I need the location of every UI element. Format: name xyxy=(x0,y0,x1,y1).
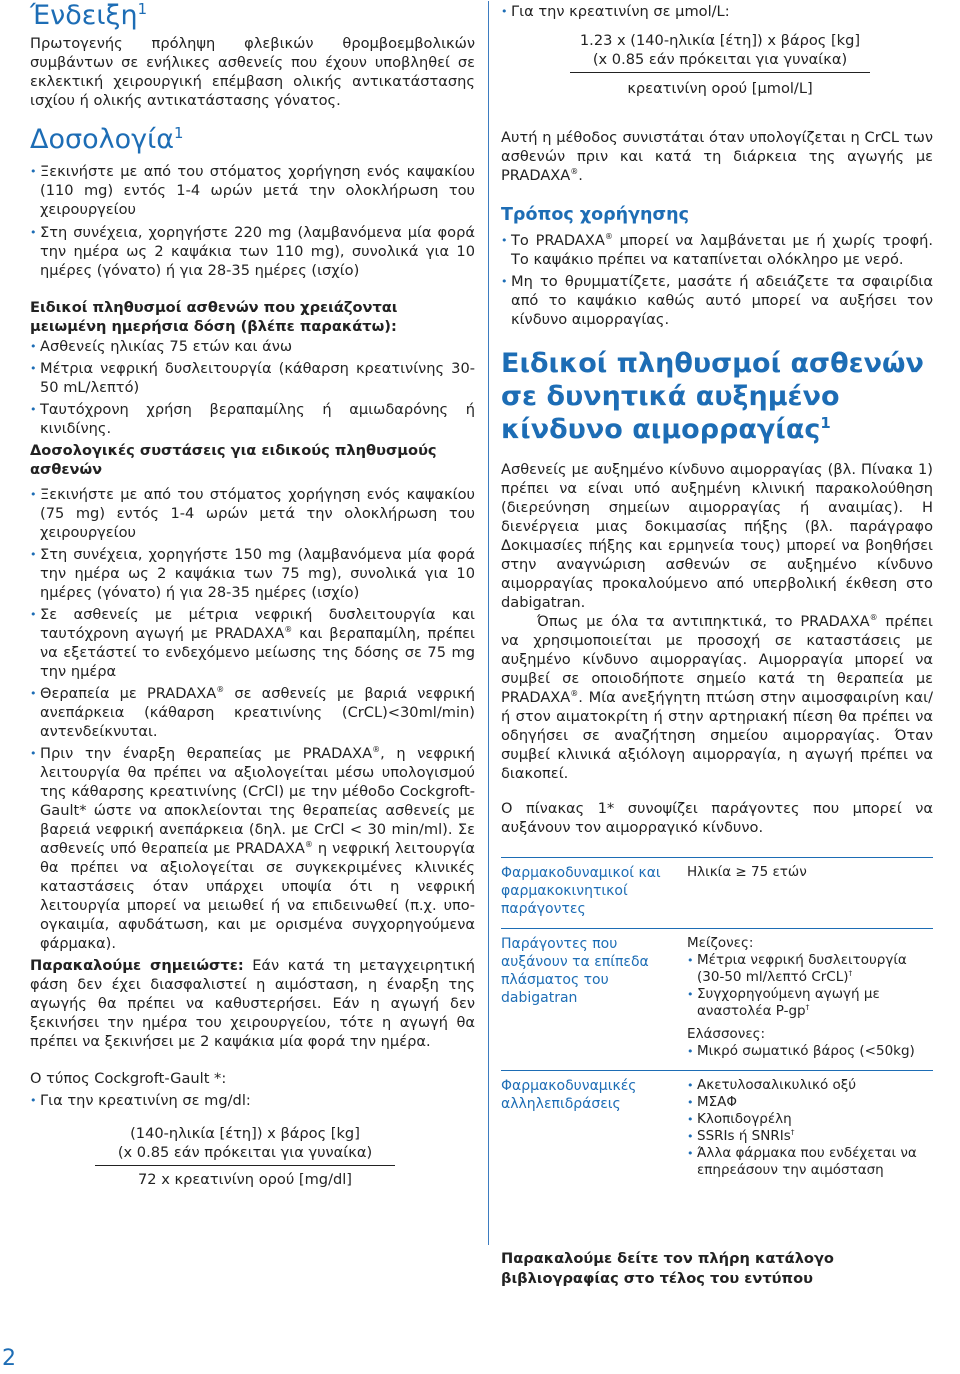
major-list xyxy=(687,952,933,1020)
formula-fraction-line xyxy=(95,1165,395,1166)
major-item: • Μέτρια νεφρική δυσλειτουργία (30-50 ml/λεπτό CrCL)† xyxy=(687,952,933,986)
formula-numerator-note: (x 0.85 εάν πρόκειται για γυναίκα) xyxy=(592,51,848,68)
bibliography-note: Παρακαλούμε δείτε τον πλήρη κατάλογο βιβλιογραφίας στο τέλος του εντύπου xyxy=(501,1250,834,1287)
minor-list xyxy=(687,1043,933,1060)
dosage-title: Δοσολογία$^1$ xyxy=(30,124,184,155)
cg-umol-list xyxy=(501,2,933,21)
formula-numerator: (140-ηλικία [έτη]) x βάρος [kg] xyxy=(130,1125,360,1142)
formula-denominator: 72 x κρεατινίνη ορού [mg/dl] xyxy=(137,1171,353,1188)
dosage-list xyxy=(30,162,475,280)
risk-paragraph-2: Όπως με όλα τα αντιπηκτικά, το PRADAXA® πρέπει να χρησιμοποιείται με προσοχή σε καταστάσεις με αυξημένο κίνδυνο αιμορραγίας. Αιμορραγία μπορεί να συμβεί σε οποιοδήποτε σημείο κατά τη θεραπεία με PRADAXA®. Μία ανεξήγητη πτώση στην αιμοσφαιρίνη και/ή στον αιματοκρίτη ή στην αρτηριακή πίεση θα πρέπει να οδηγήσει σε αναζήτηση σημείου αιμορραγίας. Όταν συμβεί κλινικά αξιόλογη αιμορραγία, η αγωγή πρέπει να διακοπεί. xyxy=(501,613,933,782)
table-row-label: Παράγοντες που αυξάνουν τα επίπεδα πλάσματος του dabigatran xyxy=(501,936,649,1006)
recommendations-list xyxy=(30,485,475,953)
interaction-list xyxy=(687,1077,933,1179)
interaction-item: • SSRIs ή SNRIs† xyxy=(687,1128,933,1145)
major-item: • Συγχορηγούμενη αγωγή με αναστολέα P-gp† xyxy=(687,986,933,1020)
formula-numerator-note: (x 0.85 εάν πρόκειται για γυναίκα) xyxy=(117,1144,373,1161)
admin-item: • Μη το θρυμματίζετε, μασάτε ή αδειάζετε τα σφαιρίδια από το καψάκιο καθώς αυτό μπορεί να αυξήσει τον κίνδυνο αιμορραγίας. xyxy=(501,272,933,329)
special-populations-title: Ειδικοί πληθυσμοί ασθενών που χρειάζονται μειωμένη ημερήσια δόση (βλέπε παρακάτω): xyxy=(30,299,398,335)
major-label: Μείζονες: xyxy=(687,935,754,951)
note-paragraph: Παρακαλούμε σημειώστε: Εάν κατά τη μεταγχειρητική φάση δεν έχει διασφαλιστεί η αιμόσταση, η έναρξη της αγωγής θα πρέπει να καθυστερήσει. Εάν η αγωγή δεν ξεκινήσει την ημέρα του χειρουργείου, τότε η αγωγή θα πρέπει να ξεκινήσει με 2 καψάκια μία φορά την ημέρα. xyxy=(30,957,475,1050)
table-row-label: Φαρμακοδυναμικοί και φαρμακοκινητικοί παράγοντες xyxy=(501,865,661,917)
interaction-item: • Ακετυλοσαλικυλικό οξύ xyxy=(687,1077,933,1094)
rec-item: • Ξεκινήστε με από του στόματος χορήγηση ενός καψακίου (75 mg) εντός 1-4 ωρών μετά την ολοκλήρωση του χειρουργείου xyxy=(30,485,475,542)
right-column xyxy=(501,0,933,1289)
table-row-value xyxy=(681,1071,933,1189)
method-text: Αυτή η μέθοδος συνιστάται όταν υπολογίζεται η CrCL των ασθενών πριν και κατά τη διάρκεια της αγωγής με PRADAXA®. xyxy=(501,129,933,184)
minor-label: Ελάσσονες: xyxy=(687,1026,766,1042)
rec-item: • Θεραπεία με PRADAXA® σε ασθενείς με βαριά νεφρική ανεπάρκεια (κάθαρση κρεατινίνης (CrCL)<30ml/min) αντενδείκνυται. xyxy=(30,684,475,741)
rec-item: • Στη συνέχεια, χορηγήστε 150 mg (λαμβανόμενα μία φορά την ημέρα ως 2 καψάκια των 75 mg), συνολικά για 10 ημέρες (γόνατο) ή για 28-35 ημέρες (ισχίο) xyxy=(30,545,475,602)
formula-numerator: 1.23 x (140-ηλικία [έτη]) x βάρος [kg] xyxy=(579,32,861,49)
special-item: • Μέτρια νεφρική δυσλειτουργία (κάθαρση κρεατινίνης 30-50 mL/λεπτό) xyxy=(30,359,475,397)
indication-title: Ένδειξη$^1$ xyxy=(30,0,148,31)
table-row-label: Φαρμακοδυναμικές αλληλεπιδράσεις xyxy=(501,1078,637,1112)
administration-list xyxy=(501,231,933,329)
dosage-item: • Ξεκινήστε με από του στόματος χορήγηση ενός καψακίου (110 mg) εντός 1-4 ωρών μετά την ολοκλήρωση του χειρουργείου xyxy=(30,162,475,219)
left-column xyxy=(30,0,475,1189)
table-row xyxy=(501,1070,933,1189)
cg-mgdl-label: • Για την κρεατινίνη σε mg/dl: xyxy=(30,1091,475,1110)
risk-table xyxy=(501,857,933,1189)
formula-denominator: κρεατινίνη ορού [μmol/L] xyxy=(627,80,813,97)
administration-title: Τρόπος χορήγησης xyxy=(501,205,689,225)
rec-item: • Σε ασθενείς με μέτρια νεφρική δυσλειτουργία και ταυτόχρονη αγωγή με PRADAXA® και βεραπαμίλη, πρέπει να εξετάστεί το ενδεχόμενο μείωσης της δόσης σε 75 mg την ημέρα xyxy=(30,605,475,681)
admin-item: • Το PRADAXA® μπορεί να λαμβάνεται με ή χωρίς τροφή. Το καψάκιο πρέπει να καταπίνεται ολόκληρο με νερό. xyxy=(501,231,933,269)
page-number: 2 xyxy=(2,1346,16,1371)
dosage-item: • Στη συνέχεια, χορηγήστε 220 mg (λαμβανόμενα μία φορά την ημέρα ως 2 καψάκια των 110 mg), συνολικά για 10 ημέρες (γόνατο) ή για 28-35 ημέρες (ισχίο) xyxy=(30,223,475,280)
table-row xyxy=(501,857,933,928)
rec-item: • Πριν την έναρξη θεραπείας με PRADAXA®, η νεφρική λειτουργία θα πρέπει να αξιολογείται μέσω υπολογισμού της κάθαρσης κρεατινίνης (CrCl) με την μέθοδο Cockgroft-Gault* ώστε να αποκλείονται της θεραπείας ασθενείς με βαρειά νεφρική ανεπάρκεια (δηλ. με CrCl < 30 min/ml). Σε ασθενείς υπό θεραπεία με PRADAXA® η νεφρική λειτουργία θα πρέπει να αξιολογείται σε συγκεκριμένες κλινικές καταστάσεις όταν υπάρχει υποψία ότι η νεφρική λειτουργία μπορεί να μειωθεί ή να επιδεινωθεί (π.χ. υπο-ογκαιμία, αφυδάτωση, και με ορισμένα συγχορηγούμενα φάρμακα). xyxy=(30,744,475,953)
risk-title: Ειδικοί πληθυσμοί ασθενών σε δυνητικά αυξημένο κίνδυνο αιμορραγίας$^1$ xyxy=(501,348,924,445)
interaction-item: • ΜΣΑΦ xyxy=(687,1094,933,1111)
risk-paragraph-1: Ασθενείς με αυξημένο κίνδυνο αιμορραγίας (βλ. Πίνακα 1) πρέπει να είναι υπό αυξημένη κλινική παρακολούθηση (διερεύνηση σημείων αιμορραγίας ή αναιμίας). Η διενέργεια μιας δοκιμασίας πήξης (βλ. παράγραφο Δοκιμασίες πήξης και ερμηνεία τους) μπορεί να βοηθήσει στην αναγνώριση ασθενών σε αυξημένο κίνδυνο αιμορραγίας προκαλούμενο από υπερβολική έκθεση στο dabigatran. xyxy=(501,461,933,611)
indication-text: Πρωτογενής πρόληψη φλεβικών θρομβοεμβολικών συμβάντων σε ενήλικες ασθενείς που έχουν υποβληθεί σε εκλεκτική χειρουργική επέμβαση ολικής αντικατάστασης ισχίου ή ολικής αντικατάστασης γόνατος. xyxy=(30,35,475,109)
minor-item: • Μικρό σωματικό βάρος (<50kg) xyxy=(687,1043,933,1060)
table-row-value: Ηλικία ≥ 75 ετών xyxy=(687,864,807,880)
interaction-item: • Άλλα φάρμακα που ενδέχεται να επηρεάσουν την αιμόσταση xyxy=(687,1145,933,1179)
column-divider xyxy=(488,1,489,1245)
table-row xyxy=(501,928,933,1070)
special-item: • Ασθενείς ηλικίας 75 ετών και άνω xyxy=(30,337,475,356)
recommendations-title: Δοσολογικές συστάσεις για ειδικούς πληθυσμούς ασθενών xyxy=(30,442,437,478)
cg-umol-label: • Για την κρεατινίνη σε μmol/L: xyxy=(501,2,933,21)
special-populations-list xyxy=(30,337,475,438)
formula-mgdl xyxy=(90,1124,400,1189)
cg-list xyxy=(30,1091,475,1110)
risk-paragraph-3: Ο πίνακας 1* συνοψίζει παράγοντες που μπορεί να αυξάνουν τον αιμορραγικό κίνδυνο. xyxy=(501,800,933,836)
special-item: • Ταυτόχρονη χρήση βεραπαμίλης ή αμιωδαρόνης ή κινιδίνης. xyxy=(30,400,475,438)
cg-title: Ο τύπος Cockgroft-Gault *: xyxy=(30,1070,227,1087)
formula-umol xyxy=(561,31,879,98)
interaction-item: • Κλοπιδογρέλη xyxy=(687,1111,933,1128)
formula-fraction-line xyxy=(570,72,870,73)
table-row-value xyxy=(681,929,933,1070)
